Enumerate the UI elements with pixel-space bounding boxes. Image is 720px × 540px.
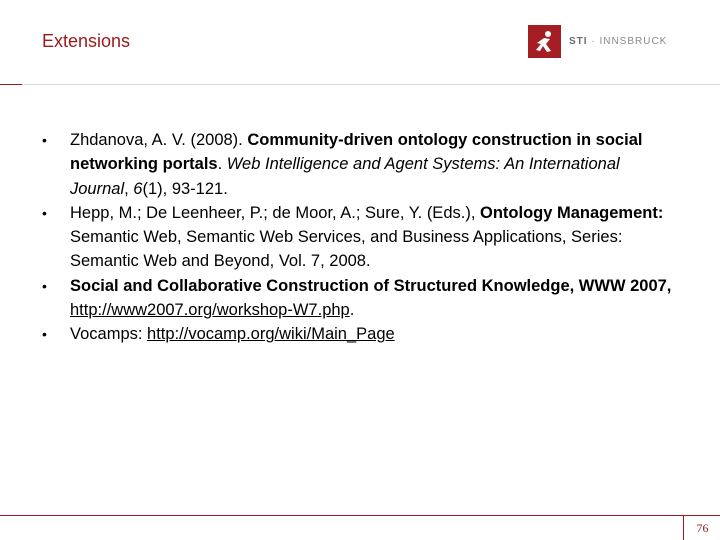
- logo-innsbruck-text: INNSBRUCK: [599, 36, 668, 47]
- ref-title: Community-driven ontology construction in social networking portals: [70, 131, 643, 174]
- footer-divider: [0, 515, 720, 516]
- list-item: [42, 128, 682, 201]
- ref-punct: .: [217, 155, 227, 174]
- ref-sep: ,: [124, 179, 134, 198]
- list-item: [42, 201, 682, 274]
- list-item: [42, 322, 682, 346]
- ref-authors: Hepp, M.; De Leenheer, P.; de Moor, A.; Sure, Y. (Eds.),: [70, 203, 480, 222]
- ref-journal: Web Intelligence and Agent Systems: An International Journal: [70, 155, 620, 198]
- workshop-link[interactable]: http://www2007.org/workshop-W7.php: [70, 301, 350, 320]
- list-item: [42, 274, 682, 323]
- ref-rest: Semantic Web, Semantic Web Services, and Business Applications, Series: Semantic Web and Beyond, Vol. 7, 2008.: [70, 228, 623, 271]
- reference-list: [42, 128, 682, 347]
- page-number-text: 76: [696, 520, 709, 535]
- ref-title: Ontology Management:: [480, 203, 664, 222]
- ref-authors: Zhdanova, A. V. (2008).: [70, 131, 248, 149]
- bullet: •: [42, 204, 47, 221]
- sti-innsbruck-logo: [528, 25, 667, 58]
- bullet: •: [42, 326, 47, 343]
- bullet: •: [42, 277, 47, 294]
- ref-rest: .: [349, 301, 355, 320]
- vocamp-link[interactable]: http://vocamp.org/wiki/Main_Page: [147, 325, 395, 344]
- header-divider: [0, 84, 720, 85]
- logo-separator: ·: [587, 36, 600, 47]
- header-divider-accent: [0, 84, 22, 85]
- ref-volume: 6: [133, 179, 143, 198]
- logo-wordmark: [569, 36, 667, 47]
- slide-title: Extensions: [42, 31, 131, 51]
- sti-person-icon: [528, 25, 561, 58]
- logo-sti-text: STI: [569, 36, 588, 47]
- ref-pages: (1), 93-121.: [142, 179, 228, 198]
- page-number: [683, 516, 720, 540]
- ref-label: Vocamps:: [70, 325, 148, 344]
- bullet: •: [42, 132, 47, 148]
- ref-title: Social and Collaborative Construction of Structured Knowledge, WWW 2007,: [70, 276, 672, 295]
